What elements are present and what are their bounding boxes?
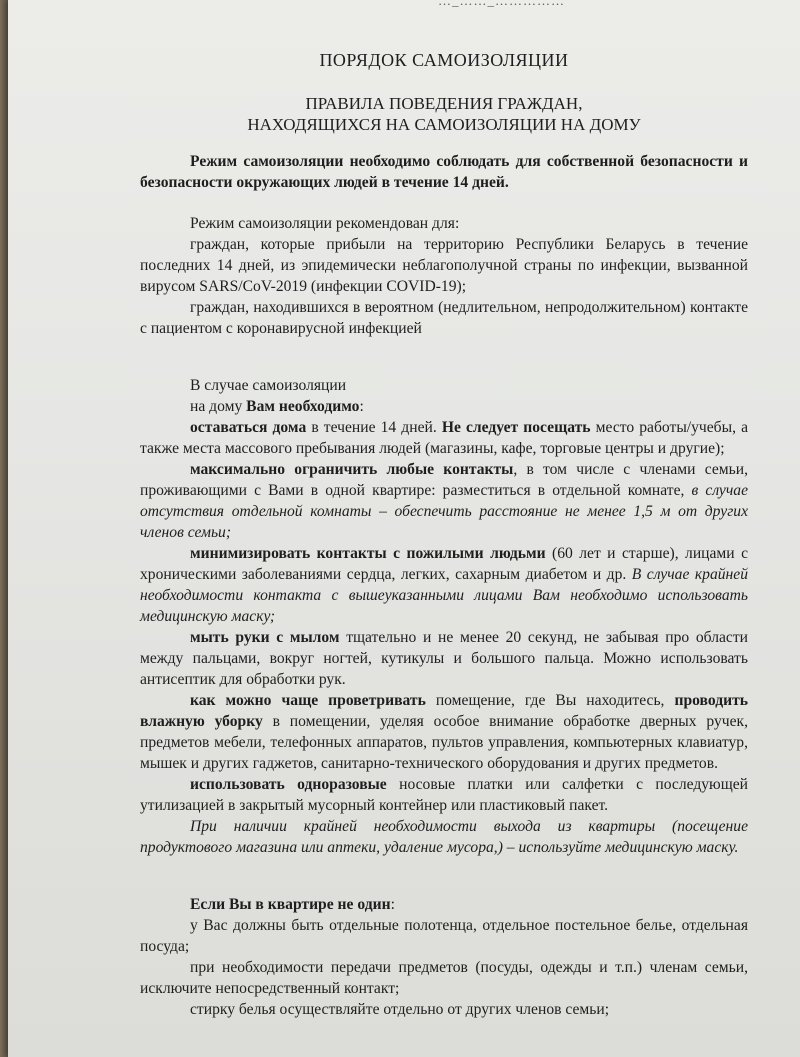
recommended-item-1: граждан, которые прибыли на территорию Республики Беларусь в течение последних 14 дней, из эпидемически неблагополучной страны по инфекции, вызванной вирусом SARS/CoV-2019 (инфекции COVID-19); (140, 236, 748, 295)
document-subtitle (140, 93, 748, 135)
case-line-2: на дому Вам необходимо: (190, 398, 364, 415)
document-page (8, 0, 800, 1057)
subtitle-line-1: ПРАВИЛА ПОВЕДЕНИЯ ГРАЖДАН, (305, 94, 583, 113)
case-line-1: В случае самоизоляции (190, 377, 347, 394)
rule-ventilate: как можно чаще проветривать помещение, где Вы находитесь, проводить влажную уборку в помещении, уделяя особое внимание обработке дверных ручек, предметов мебели, телефонных аппаратов, пультов управления, компьютерных клавиатур, мышек и других гаджетов, санитарно-технического оборудования и других предметов. (140, 692, 748, 772)
rule-stay-home: оставаться дома в течение 14 дней. Не следует посещать место работы/учебы, а также места массового пребывания людей (магазины, кафе, торговые центры и другие); (140, 419, 749, 457)
top-strip-text: …_……_…………… (438, 0, 565, 8)
recommended-item-2: граждан, находившихся в вероятном (недлительном, непродолжительном) контакте с пациентом с коронавирусной инфекцией (140, 299, 748, 337)
not-alone-item-1: у Вас должны быть отдельные полотенца, отдельное постельное белье, отдельная посуда; (140, 917, 748, 955)
document-content (140, 50, 748, 1020)
recommended-heading: Режим самоизоляции рекомендован для: (190, 215, 460, 232)
document-title: ПОРЯДОК САМОИЗОЛЯЦИИ (319, 50, 569, 70)
rule-disposable: использовать одноразовые носовые платки или салфетки с последующей утилизацией в закрытый мусорный контейнер или пластиковый пакет. (140, 776, 748, 814)
intro-paragraph: Режим самоизоляции необходимо соблюдать для собственной безопасности и безопасности окружающих людей в течение 14 дней. (140, 153, 748, 191)
mask-note: При наличии крайней необходимости выхода из квартиры (посещение продуктового магазина или аптеки, удаление мусора,) – используйте медицинскую маску. (140, 818, 748, 856)
rule-limit-contacts: максимально ограничить любые контакты, в том числе с членами семьи, проживающими с Вами в одной квартире: разместиться в отдельной комнате, в случае отсутствия отдельной комнаты – обеспечить расстояние не менее 1,5 м от других членов семьи; (140, 461, 749, 541)
not-alone-item-2: при необходимости передачи предметов (посуды, одежды и т.п.) членам семьи, исключите непосредственный контакт; (140, 959, 748, 997)
not-alone-heading: Если Вы в квартире не один: (190, 896, 395, 913)
case-line-2-bold: Вам необходимо (246, 398, 360, 415)
page-left-edge (0, 0, 8, 1057)
subtitle-line-2: НАХОДЯЩИХСЯ НА САМОИЗОЛЯЦИИ НА ДОМУ (247, 115, 641, 134)
not-alone-item-3: стирку белья осуществляйте отдельно от других членов семьи; (190, 1001, 610, 1018)
rule-wash-hands: мыть руки с мылом тщательно и не менее 20 секунд, не забывая про области между пальцами, вокруг ногтей, кутикулы и большого пальца. Можно использовать антисептик для обработки рук. (140, 629, 748, 688)
rule-elderly-contacts: минимизировать контакты с пожилыми людьми (60 лет и старше), лицами с хроническими заболеваниями сердца, легких, сахарным диабетом и др. В случае крайней необходимости контакта с вышеуказанными лицами Вам необходимо использовать медицинскую маску; (140, 545, 748, 625)
